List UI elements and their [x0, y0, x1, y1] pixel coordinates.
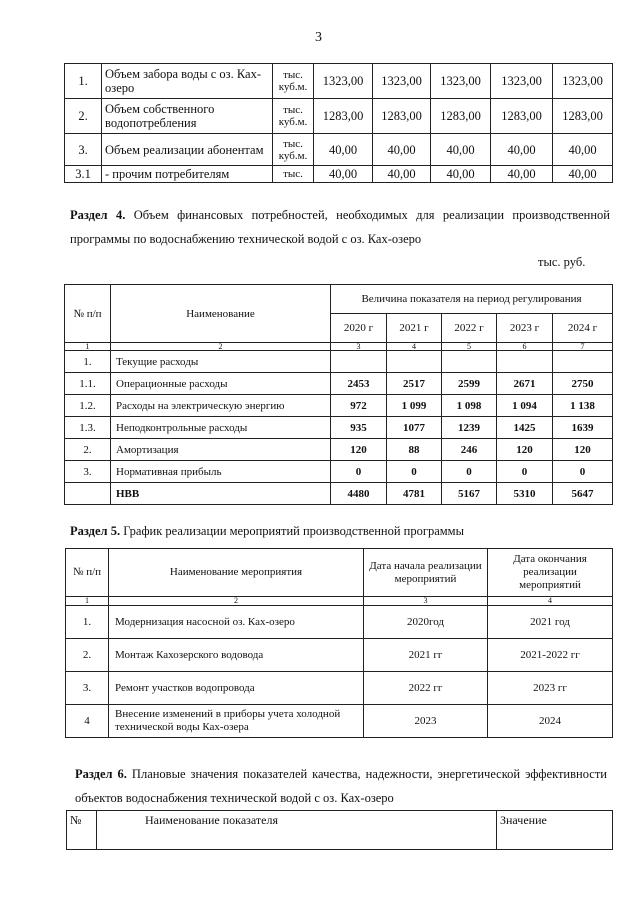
section6-title: Плановые значения показателей качества, надежности, энергетической эффективности объектов водоснабжения технической водой с оз. Ках-озеро — [75, 767, 607, 805]
row-start: 2023 — [364, 705, 488, 738]
table-row — [65, 373, 613, 395]
row-value: 1239 — [442, 417, 497, 439]
table-row — [66, 606, 613, 639]
row-name: Ремонт участков водопровода — [109, 672, 364, 705]
table-row — [66, 672, 613, 705]
column-number: 4 — [488, 597, 613, 606]
row-start: 2021 гг — [364, 639, 488, 672]
row-end: 2023 гг — [488, 672, 613, 705]
row-value: 2599 — [442, 373, 497, 395]
row-value: 1639 — [553, 417, 613, 439]
row-unit: тыс. куб.м. — [273, 99, 314, 134]
header-start: Дата начала реализации мероприятий — [364, 549, 488, 597]
row-value: 120 — [331, 439, 387, 461]
row-value: 40,00 — [431, 166, 491, 183]
section4-title: Объем финансовых потребностей, необходимых для реализации производственной программы по водоснабжению технической водой с оз. Ках-озеро — [70, 208, 610, 246]
row-number: 1.3. — [65, 417, 111, 439]
row-name: Операционные расходы — [111, 373, 331, 395]
row-number: 3. — [66, 672, 109, 705]
column-number: 3 — [331, 343, 387, 351]
row-value: 1425 — [497, 417, 553, 439]
column-number: 1 — [66, 597, 109, 606]
row-value: 120 — [497, 439, 553, 461]
row-value: 2517 — [387, 373, 442, 395]
row-value: 1 138 — [553, 395, 613, 417]
table-row — [65, 483, 613, 505]
finance-table — [64, 284, 613, 505]
column-number: 2 — [109, 597, 364, 606]
header-period: Величина показателя на период регулирования — [331, 285, 613, 314]
column-number: 5 — [442, 343, 497, 351]
row-value: 5310 — [497, 483, 553, 505]
row-value: 0 — [497, 461, 553, 483]
row-value: 0 — [387, 461, 442, 483]
row-value: 1283,00 — [553, 99, 613, 134]
table-row — [65, 99, 613, 134]
row-value: 40,00 — [314, 134, 373, 166]
row-value: 246 — [442, 439, 497, 461]
row-value: 40,00 — [553, 134, 613, 166]
row-value: 120 — [553, 439, 613, 461]
row-value: 1077 — [387, 417, 442, 439]
page-number: 3 — [315, 30, 322, 45]
table-row — [65, 166, 613, 183]
table-row — [65, 439, 613, 461]
schedule-table — [65, 548, 613, 738]
row-value: 5647 — [553, 483, 613, 505]
header-name: Наименование мероприятия — [109, 549, 364, 597]
row-value: 2671 — [497, 373, 553, 395]
header-year: 2021 г — [387, 314, 442, 343]
section4-heading — [70, 203, 610, 251]
column-number: 6 — [497, 343, 553, 351]
section5-label: Раздел 5. — [70, 524, 121, 538]
row-value: 40,00 — [314, 166, 373, 183]
row-number: 1.2. — [65, 395, 111, 417]
row-value: 1 099 — [387, 395, 442, 417]
table-row — [65, 461, 613, 483]
row-value: 935 — [331, 417, 387, 439]
row-value: 40,00 — [553, 166, 613, 183]
row-value: 1283,00 — [431, 99, 491, 134]
row-value: 0 — [553, 461, 613, 483]
header-year: 2023 г — [497, 314, 553, 343]
row-number: 3.1 — [65, 166, 102, 183]
header-year: 2022 г — [442, 314, 497, 343]
row-start: 2022 гг — [364, 672, 488, 705]
row-name: Текущие расходы — [111, 351, 331, 373]
header-num: № — [67, 811, 97, 850]
row-number: 1. — [66, 606, 109, 639]
row-value: 1 094 — [497, 395, 553, 417]
table-row — [65, 395, 613, 417]
row-name: Объем собственного водопотребления — [102, 99, 273, 134]
column-number: 1 — [65, 343, 111, 351]
row-value: 1283,00 — [314, 99, 373, 134]
table-row — [66, 705, 613, 738]
row-name: Расходы на электрическую энергию — [111, 395, 331, 417]
header-end: Дата окончания реализации мероприятий — [488, 549, 613, 597]
section5-title: График реализации мероприятий производственной программы — [120, 524, 464, 538]
row-value: 2750 — [553, 373, 613, 395]
section4-label: Раздел 4. — [70, 208, 126, 222]
row-name: Нормативная прибыль — [111, 461, 331, 483]
row-number: 3. — [65, 134, 102, 166]
row-number: 1. — [65, 64, 102, 99]
row-value: 1283,00 — [373, 99, 431, 134]
row-unit: тыс. куб.м. — [273, 64, 314, 99]
row-value: 1323,00 — [373, 64, 431, 99]
row-value: 4480 — [331, 483, 387, 505]
row-end: 2021-2022 гг — [488, 639, 613, 672]
row-value: 1323,00 — [431, 64, 491, 99]
row-value — [553, 351, 613, 373]
column-number: 3 — [364, 597, 488, 606]
row-value — [442, 351, 497, 373]
row-name: Амортизация — [111, 439, 331, 461]
units-label: тыс. руб. — [538, 255, 586, 269]
column-number: 7 — [553, 343, 613, 351]
column-number: 4 — [387, 343, 442, 351]
table-row — [65, 64, 613, 99]
row-value: 1323,00 — [314, 64, 373, 99]
row-value — [497, 351, 553, 373]
column-number: 2 — [111, 343, 331, 351]
row-value: 40,00 — [373, 166, 431, 183]
header-year: 2020 г — [331, 314, 387, 343]
row-number: 4 — [66, 705, 109, 738]
table-row — [65, 351, 613, 373]
row-number: 2. — [65, 99, 102, 134]
section6-label: Раздел 6. — [75, 767, 127, 781]
row-name: Объем забора воды с оз. Ках-озеро — [102, 64, 273, 99]
row-name: Модернизация насосной оз. Ках-озеро — [109, 606, 364, 639]
row-end: 2024 — [488, 705, 613, 738]
row-value: 40,00 — [491, 134, 553, 166]
row-value: 88 — [387, 439, 442, 461]
row-unit: тыс. — [273, 166, 314, 183]
row-value: 1 098 — [442, 395, 497, 417]
row-number — [65, 483, 111, 505]
section6-heading — [75, 762, 607, 810]
row-value: 2453 — [331, 373, 387, 395]
header-name: Наименование показателя — [97, 811, 497, 850]
row-number: 2. — [65, 439, 111, 461]
row-value: 1323,00 — [553, 64, 613, 99]
row-value: 40,00 — [491, 166, 553, 183]
row-value: 1283,00 — [491, 99, 553, 134]
indicators-table — [66, 810, 613, 850]
row-name: - прочим потребителям — [102, 166, 273, 183]
row-value: 972 — [331, 395, 387, 417]
row-number: 3. — [65, 461, 111, 483]
row-end: 2021 год — [488, 606, 613, 639]
row-value: 40,00 — [431, 134, 491, 166]
row-value — [387, 351, 442, 373]
row-value — [331, 351, 387, 373]
header-num: № п/п — [66, 549, 109, 597]
table-row — [65, 417, 613, 439]
row-value: 40,00 — [373, 134, 431, 166]
row-value: 0 — [442, 461, 497, 483]
header-year: 2024 г — [553, 314, 613, 343]
section5-heading — [70, 524, 464, 539]
row-value: 1323,00 — [491, 64, 553, 99]
row-number: 2. — [66, 639, 109, 672]
row-start: 2020год — [364, 606, 488, 639]
row-name: Внесение изменений в приборы учета холодной технической воды Ках-озера — [109, 705, 364, 738]
row-number: 1. — [65, 351, 111, 373]
row-number: 1.1. — [65, 373, 111, 395]
table-row — [65, 134, 613, 166]
header-name: Наименование — [111, 285, 331, 343]
header-value: Значение — [497, 811, 613, 850]
header-num: № п/п — [65, 285, 111, 343]
row-name: НВВ — [111, 483, 331, 505]
row-name: Монтаж Кахозерского водовода — [109, 639, 364, 672]
volume-table — [64, 63, 613, 183]
row-value: 5167 — [442, 483, 497, 505]
table-row — [66, 639, 613, 672]
row-unit: тыс. куб.м. — [273, 134, 314, 166]
row-name: Объем реализации абонентам — [102, 134, 273, 166]
row-value: 4781 — [387, 483, 442, 505]
row-value: 0 — [331, 461, 387, 483]
row-name: Неподконтрольные расходы — [111, 417, 331, 439]
